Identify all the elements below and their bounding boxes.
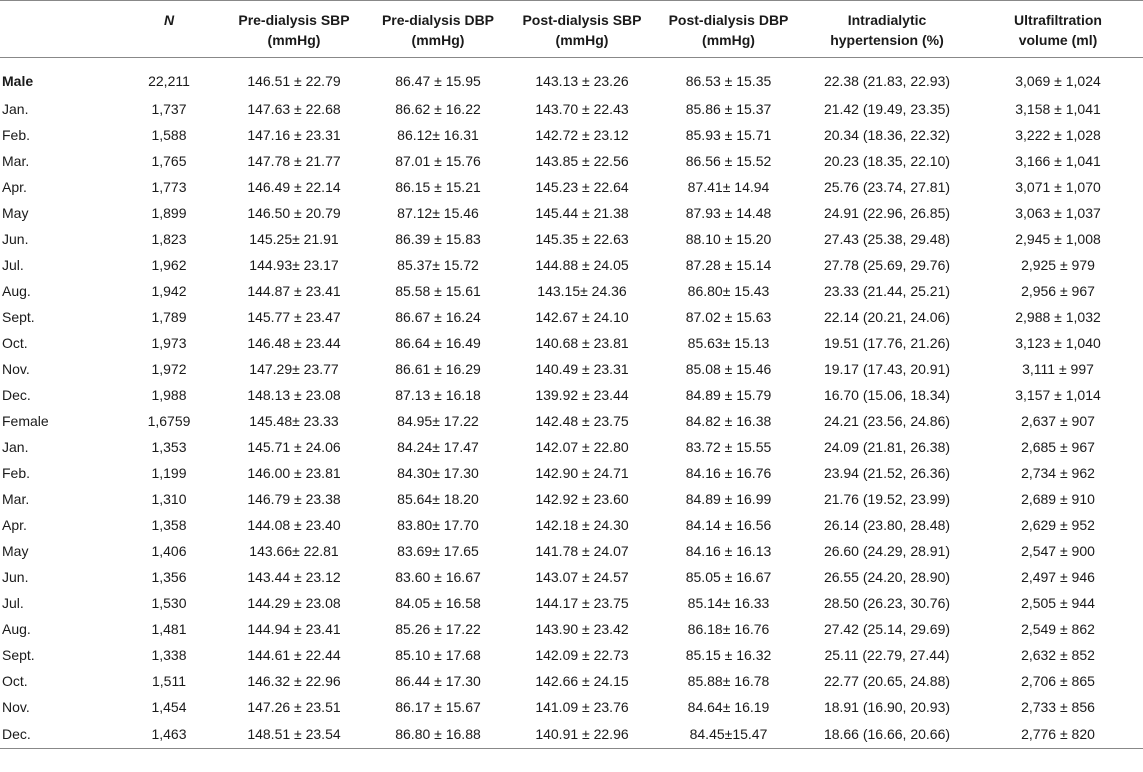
table-cell: 1,199 — [151, 465, 187, 481]
table-cell: 84.45±15.47 — [656, 720, 801, 749]
header-row — [0, 1, 1143, 58]
table-cell: 145.35 ± 22.63 — [535, 231, 629, 247]
table-row — [0, 148, 1143, 174]
table-cell: 86.15 ± 15.21 — [395, 179, 481, 195]
table-cell: 21.76 (19.52, 23.99) — [823, 491, 951, 507]
row-label: Aug. — [2, 283, 31, 299]
table-cell: 147.63 ± 22.68 — [247, 101, 341, 117]
row-label: Jul. — [2, 257, 24, 273]
row-label: Apr. — [2, 517, 27, 533]
table-cell: 148.13 ± 23.08 — [247, 387, 341, 403]
table-cell: 145.71 ± 24.06 — [247, 439, 341, 455]
table-cell: 142.18 ± 24.30 — [535, 517, 629, 533]
table-cell: 144.08 ± 23.40 — [247, 517, 341, 533]
table-cell: 2,945 ± 1,008 — [1015, 231, 1101, 247]
header-cell — [656, 1, 801, 58]
table-cell: 26.55 (24.20, 28.90) — [823, 569, 951, 585]
table-cell: 27.42 (25.14, 29.69) — [823, 621, 951, 637]
table-row — [0, 538, 1143, 564]
table-cell: 22,211 — [148, 73, 190, 89]
header-text: (mmHg) — [702, 32, 755, 48]
table-cell: 85.15 ± 16.32 — [685, 647, 772, 663]
table-cell: 87.41± 14.94 — [687, 179, 770, 195]
table-cell: 142.07 ± 22.80 — [535, 439, 629, 455]
table-row — [0, 564, 1143, 590]
row-label: Sept. — [2, 647, 35, 663]
table-cell: 86.12± 16.31 — [397, 127, 479, 143]
table-cell: 146.50 ± 20.79 — [247, 205, 341, 221]
table-cell: 144.87 ± 23.41 — [247, 283, 341, 299]
table-cell: 85.26 ± 17.22 — [395, 621, 481, 637]
row-label: Mar. — [2, 153, 30, 169]
header-text: (mmHg) — [267, 32, 321, 48]
table-cell: 2,637 ± 907 — [1021, 413, 1095, 429]
table-cell: 143.90 ± 23.42 — [535, 621, 629, 637]
table-cell: 2,956 ± 967 — [1021, 283, 1095, 299]
table-cell: 87.28 ± 15.14 — [685, 257, 772, 273]
header-text: Pre-dialysis SBP — [238, 12, 350, 28]
row-label: May — [2, 205, 29, 221]
row-label: Feb. — [2, 127, 31, 143]
table-cell: 85.10 ± 17.68 — [395, 647, 481, 663]
row-label: Female — [2, 413, 49, 429]
table-cell: 2,689 ± 910 — [1021, 491, 1095, 507]
table-row — [0, 694, 1143, 720]
table-cell: 1,789 — [151, 309, 187, 325]
table-row — [0, 590, 1143, 616]
table-cell: 146.48 ± 23.44 — [247, 335, 341, 351]
table-cell: 85.86 ± 15.37 — [685, 101, 772, 117]
row-label: Aug. — [2, 621, 31, 637]
table-cell: 143.07 ± 24.57 — [535, 569, 629, 585]
table-cell: 142.67 ± 24.10 — [535, 309, 629, 325]
table-cell: 1,338 — [151, 647, 187, 663]
row-label: Nov. — [2, 361, 30, 377]
table-cell: 1,6759 — [147, 413, 191, 429]
table-cell: 142.66 ± 24.15 — [535, 673, 629, 689]
table-cell: 3,166 ± 1,041 — [1015, 153, 1101, 169]
table-cell: 140.68 ± 23.81 — [535, 335, 629, 351]
table-cell: 86.47 ± 15.95 — [395, 73, 481, 89]
row-label: Dec. — [0, 720, 118, 749]
table-cell: 87.12± 15.46 — [397, 205, 479, 221]
table-cell: 1,406 — [151, 543, 187, 559]
table-cell: 2,734 ± 962 — [1021, 465, 1095, 481]
table-cell: 2,497 ± 946 — [1021, 569, 1095, 585]
table-cell: 86.56 ± 15.52 — [685, 153, 772, 169]
table-cell: 84.95± 17.22 — [397, 413, 479, 429]
table-row — [0, 720, 1143, 749]
table-cell: 2,733 ± 856 — [1021, 699, 1095, 715]
table-cell: 143.70 ± 22.43 — [535, 101, 629, 117]
table-cell: 3,069 ± 1,024 — [1015, 73, 1101, 89]
table-header — [0, 1, 1143, 58]
table-cell: 2,988 ± 1,032 — [1015, 309, 1101, 325]
row-label: Mar. — [2, 491, 30, 507]
table-cell: 26.60 (24.29, 28.91) — [823, 543, 951, 559]
table-cell: 87.02 ± 15.63 — [685, 309, 772, 325]
table-cell: 87.93 ± 14.48 — [685, 205, 772, 221]
table-cell: 83.80± 17.70 — [397, 517, 479, 533]
row-label: Sept. — [2, 309, 35, 325]
table-cell: 144.88 ± 24.05 — [535, 257, 629, 273]
table-row — [0, 460, 1143, 486]
row-label: Dec. — [2, 387, 31, 403]
table-cell: 1,310 — [151, 491, 187, 507]
header-text: hypertension (%) — [830, 32, 944, 48]
table-row — [0, 616, 1143, 642]
table-cell: 146.79 ± 23.38 — [247, 491, 341, 507]
table-cell: 2,925 ± 979 — [1021, 257, 1095, 273]
table-cell: 1,899 — [151, 205, 187, 221]
table-cell: 2,685 ± 967 — [1021, 439, 1095, 455]
table-cell: 1,773 — [151, 179, 187, 195]
table-cell: 1,511 — [152, 673, 186, 689]
header-cell — [973, 1, 1143, 58]
table-row — [0, 174, 1143, 200]
table-cell: 22.77 (20.65, 24.88) — [823, 673, 951, 689]
table-cell: 86.67 ± 16.24 — [395, 309, 481, 325]
table-row — [0, 356, 1143, 382]
table-cell: 2,776 ± 820 — [973, 720, 1143, 749]
table-cell: 84.89 ± 16.99 — [685, 491, 772, 507]
table-cell: 146.32 ± 22.96 — [247, 673, 341, 689]
row-label: Oct. — [2, 335, 28, 351]
table-cell: 143.13 ± 23.26 — [535, 73, 629, 89]
table-cell: 3,158 ± 1,041 — [1015, 101, 1101, 117]
table-cell: 25.76 (23.74, 27.81) — [823, 179, 951, 195]
table-cell: 142.09 ± 22.73 — [535, 647, 629, 663]
table-row — [0, 512, 1143, 538]
table-cell: 27.43 (25.38, 29.48) — [823, 231, 951, 247]
table-cell: 84.16 ± 16.13 — [685, 543, 772, 559]
table-row — [0, 96, 1143, 122]
header-text: (mmHg) — [555, 32, 609, 48]
table-cell: 1,356 — [151, 569, 187, 585]
table-cell: 24.09 (21.81, 26.38) — [823, 439, 951, 455]
header-cell-blank — [0, 1, 118, 58]
table-row — [0, 200, 1143, 226]
table-cell: 1,973 — [151, 335, 187, 351]
table-cell: 2,505 ± 944 — [1021, 595, 1095, 611]
table-cell: 22.38 (21.83, 22.93) — [823, 73, 951, 89]
table-cell: 84.30± 17.30 — [397, 465, 479, 481]
table-row — [0, 486, 1143, 512]
table-cell: 83.60 ± 16.67 — [395, 569, 481, 585]
table-cell: 140.49 ± 23.31 — [535, 361, 629, 377]
table-cell: 145.23 ± 22.64 — [535, 179, 629, 195]
table-cell: 139.92 ± 23.44 — [535, 387, 629, 403]
table-cell: 1,463 — [118, 720, 220, 749]
table-cell: 147.16 ± 23.31 — [247, 127, 341, 143]
row-label: May — [2, 543, 29, 559]
table-cell: 88.10 ± 15.20 — [685, 231, 772, 247]
table-cell: 146.00 ± 23.81 — [247, 465, 341, 481]
table-cell: 142.48 ± 23.75 — [535, 413, 629, 429]
table-cell: 19.51 (17.76, 21.26) — [823, 335, 951, 351]
table-cell: 25.11 (22.79, 27.44) — [824, 647, 950, 663]
table-cell: 147.26 ± 23.51 — [247, 699, 341, 715]
row-label: Jun. — [2, 231, 29, 247]
table-cell: 141.09 ± 23.76 — [535, 699, 629, 715]
row-label: Jun. — [2, 569, 29, 585]
table-cell: 144.94 ± 23.41 — [247, 621, 341, 637]
table-cell: 86.44 ± 17.30 — [395, 673, 481, 689]
header-cell — [801, 1, 973, 58]
table-cell: 145.48± 23.33 — [249, 413, 339, 429]
table-row — [0, 252, 1143, 278]
table-cell: 26.14 (23.80, 28.48) — [823, 517, 951, 533]
table-cell: 85.63± 15.13 — [687, 335, 770, 351]
header-text: N — [163, 12, 175, 28]
table-cell: 1,765 — [151, 153, 187, 169]
table-cell: 147.78 ± 21.77 — [247, 153, 341, 169]
table-cell: 3,063 ± 1,037 — [1015, 205, 1101, 221]
table-cell: 18.66 (16.66, 20.66) — [801, 720, 973, 749]
header-text: Pre-dialysis DBP — [381, 12, 495, 28]
table-cell: 84.14 ± 16.56 — [685, 517, 772, 533]
table-row — [0, 330, 1143, 356]
row-label: Nov. — [2, 699, 30, 715]
table-cell: 23.94 (21.52, 26.36) — [823, 465, 951, 481]
table-cell: 86.61 ± 16.29 — [395, 361, 481, 377]
table-cell: 85.14± 16.33 — [687, 595, 770, 611]
table-cell: 143.15± 24.36 — [537, 283, 627, 299]
table-cell: 84.05 ± 16.58 — [395, 595, 481, 611]
header-text: (mmHg) — [411, 32, 465, 48]
row-label: Feb. — [2, 465, 31, 481]
table-cell: 146.51 ± 22.79 — [247, 73, 341, 89]
row-label: Jul. — [2, 595, 24, 611]
table-cell: 146.49 ± 22.14 — [247, 179, 341, 195]
row-label: Apr. — [2, 179, 27, 195]
table-cell: 86.53 ± 15.35 — [685, 73, 772, 89]
table-cell: 87.01 ± 15.76 — [395, 153, 481, 169]
table-cell: 2,549 ± 862 — [1021, 621, 1095, 637]
table-cell: 144.93± 23.17 — [249, 257, 339, 273]
table-cell: 1,358 — [151, 517, 187, 533]
table-cell: 86.39 ± 15.83 — [395, 231, 481, 247]
table-cell: 85.88± 16.78 — [687, 673, 770, 689]
table-cell: 84.24± 17.47 — [397, 439, 479, 455]
table-cell: 85.08 ± 15.46 — [685, 361, 772, 377]
table-cell: 1,988 — [151, 387, 187, 403]
table-cell: 86.62 ± 16.22 — [395, 101, 481, 117]
table-row — [0, 122, 1143, 148]
table-row — [0, 382, 1143, 408]
table-cell: 1,942 — [151, 283, 187, 299]
table-cell: 84.82 ± 16.38 — [685, 413, 772, 429]
table-cell: 1,737 — [151, 101, 187, 117]
table-cell: 2,706 ± 865 — [1021, 673, 1095, 689]
table-row — [0, 226, 1143, 252]
table-cell: 144.17 ± 23.75 — [535, 595, 629, 611]
table-cell: 141.78 ± 24.07 — [535, 543, 629, 559]
table-cell: 85.93 ± 15.71 — [685, 127, 772, 143]
table-cell: 16.70 (15.06, 18.34) — [823, 387, 951, 403]
table-cell: 86.17 ± 15.67 — [395, 699, 481, 715]
table-cell: 85.58 ± 15.61 — [395, 283, 481, 299]
header-text: Post-dialysis DBP — [668, 12, 789, 28]
table-cell: 83.72 ± 15.55 — [685, 439, 772, 455]
header-cell — [508, 1, 656, 58]
table-cell: 1,353 — [151, 439, 187, 455]
table-cell: 142.72 ± 23.12 — [535, 127, 629, 143]
table-cell: 148.51 ± 23.54 — [220, 720, 368, 749]
table-row — [0, 278, 1143, 304]
table-cell: 85.05 ± 16.67 — [685, 569, 772, 585]
table-cell: 22.14 (20.21, 24.06) — [823, 309, 951, 325]
table-cell: 1,962 — [151, 257, 187, 273]
table-cell: 24.21 (23.56, 24.86) — [823, 413, 951, 429]
table-cell: 145.25± 21.91 — [249, 231, 339, 247]
table-row — [0, 668, 1143, 694]
table-row — [0, 408, 1143, 434]
table-row — [0, 304, 1143, 330]
table-cell: 1,823 — [151, 231, 187, 247]
table-cell: 21.42 (19.49, 23.35) — [823, 101, 951, 117]
table-cell: 1,481 — [151, 621, 187, 637]
table-cell: 3,123 ± 1,040 — [1015, 335, 1101, 351]
table-cell: 83.69± 17.65 — [397, 543, 479, 559]
table-cell: 84.64± 16.19 — [687, 699, 770, 715]
table-cell: 144.29 ± 23.08 — [247, 595, 341, 611]
table-cell: 84.16 ± 16.76 — [685, 465, 772, 481]
table-cell: 1,454 — [151, 699, 187, 715]
table-cell: 3,222 ± 1,028 — [1015, 127, 1101, 143]
table-cell: 85.37± 15.72 — [397, 257, 479, 273]
table-row — [0, 434, 1143, 460]
table-cell: 23.33 (21.44, 25.21) — [823, 283, 951, 299]
header-text: Intradialytic — [847, 12, 927, 28]
header-text: Ultrafiltration — [1014, 12, 1102, 28]
row-label: Oct. — [2, 673, 28, 689]
header-cell — [220, 1, 368, 58]
table-cell: 1,530 — [151, 595, 187, 611]
table-cell: 2,632 ± 852 — [1021, 647, 1095, 663]
table-cell: 144.61 ± 22.44 — [247, 647, 341, 663]
table-cell: 3,111 ± 997 — [1022, 361, 1094, 377]
table-row — [0, 58, 1143, 97]
table-cell: 143.66± 22.81 — [249, 543, 339, 559]
table-cell: 84.89 ± 15.79 — [685, 387, 772, 403]
table-cell: 142.90 ± 24.71 — [535, 465, 629, 481]
table-cell: 86.80± 15.43 — [687, 283, 770, 299]
table-row — [0, 642, 1143, 668]
table-cell: 3,157 ± 1,014 — [1015, 387, 1101, 403]
row-label: Male — [2, 73, 34, 89]
table-cell: 143.44 ± 23.12 — [247, 569, 341, 585]
header-text: volume (ml) — [1018, 32, 1098, 48]
table-cell: 20.23 (18.35, 22.10) — [823, 153, 951, 169]
table-cell: 142.92 ± 23.60 — [535, 491, 629, 507]
table-cell: 20.34 (18.36, 22.32) — [823, 127, 951, 143]
table-cell: 1,588 — [151, 127, 187, 143]
table-cell: 86.80 ± 16.88 — [368, 720, 508, 749]
table-cell: 3,071 ± 1,070 — [1015, 179, 1101, 195]
table-cell: 143.85 ± 22.56 — [535, 153, 629, 169]
table-cell: 85.64± 18.20 — [397, 491, 479, 507]
table-cell: 87.13 ± 16.18 — [395, 387, 481, 403]
table-cell: 28.50 (26.23, 30.76) — [823, 595, 951, 611]
table-cell: 18.91 (16.90, 20.93) — [823, 699, 951, 715]
table-cell: 2,629 ± 952 — [1021, 517, 1095, 533]
table-cell: 27.78 (25.69, 29.76) — [823, 257, 951, 273]
row-label: Jan. — [2, 439, 29, 455]
table-cell: 2,547 ± 900 — [1021, 543, 1095, 559]
table-cell: 1,972 — [151, 361, 187, 377]
table-cell: 147.29± 23.77 — [249, 361, 339, 377]
table-cell: 19.17 (17.43, 20.91) — [823, 361, 951, 377]
table-cell: 24.91 (22.96, 26.85) — [823, 205, 951, 221]
header-text: Post-dialysis SBP — [522, 12, 642, 28]
table-cell: 145.44 ± 21.38 — [535, 205, 629, 221]
table-cell: 86.18± 16.76 — [687, 621, 770, 637]
table-body — [0, 58, 1143, 749]
row-label: Jan. — [2, 101, 29, 117]
table-cell: 145.77 ± 23.47 — [247, 309, 341, 325]
header-cell — [368, 1, 508, 58]
table-cell: 86.64 ± 16.49 — [395, 335, 481, 351]
header-cell — [118, 1, 220, 58]
table-cell: 140.91 ± 22.96 — [508, 720, 656, 749]
